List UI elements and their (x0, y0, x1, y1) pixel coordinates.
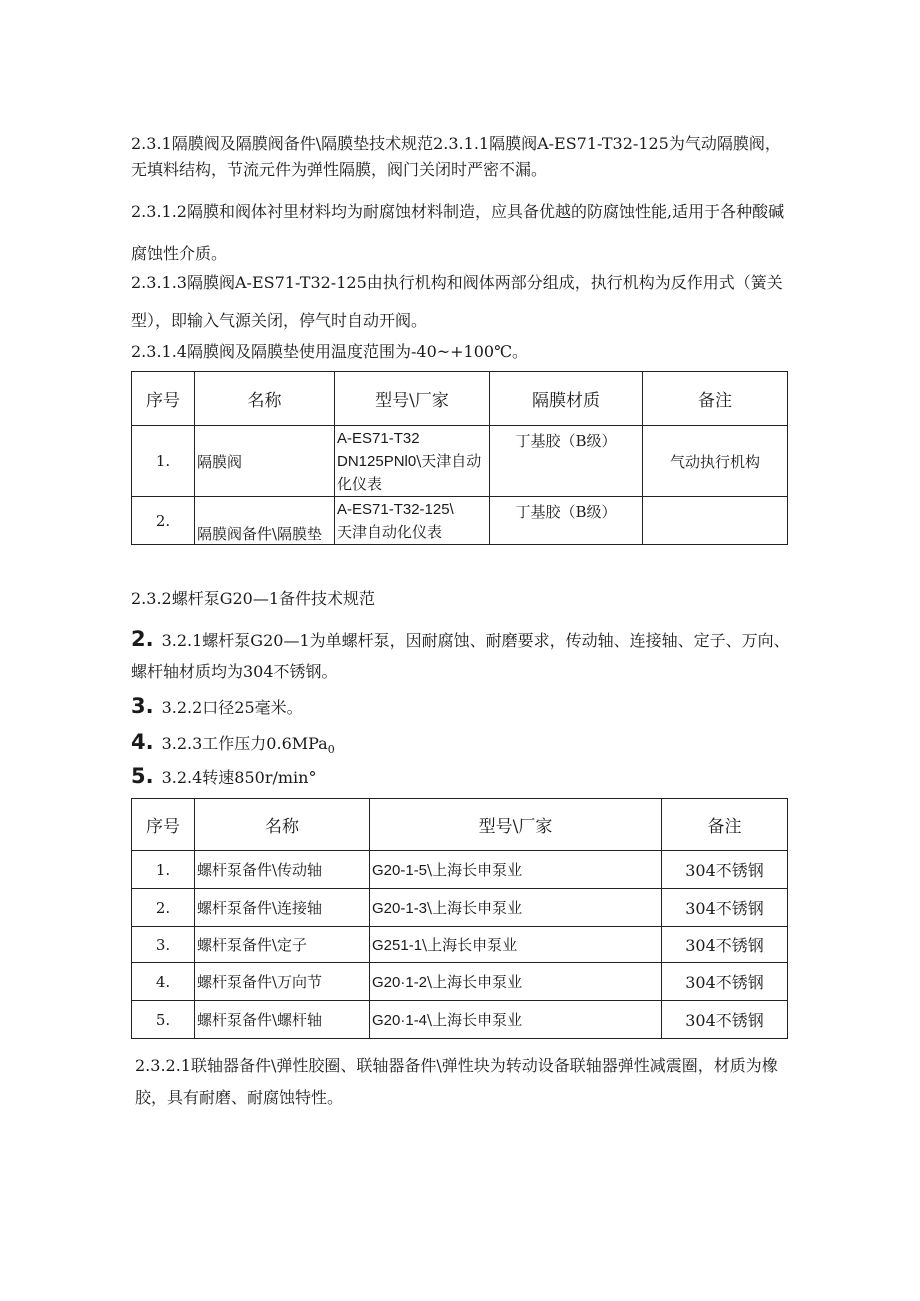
table-row (132, 963, 788, 1001)
table-row (132, 497, 788, 545)
model-code: A-ES71-T32-125\ (337, 501, 454, 518)
header-model: 型号\厂家 (335, 372, 490, 426)
cell-name: 隔膜阀 (195, 426, 335, 497)
maker-name: \上海长申泵业 (422, 936, 518, 954)
maker-name: 天津自动化仪表 (337, 523, 443, 541)
item-text: 3.2.3工作压力0.6MPa (161, 734, 328, 753)
cell-model (335, 497, 490, 545)
cell-no: 5. (132, 1001, 195, 1039)
cell-note: 304不锈钢 (662, 851, 788, 889)
cell-model (370, 851, 662, 889)
item-text: 3.2.2口径25毫米。 (161, 698, 303, 717)
cell-no: 1. (132, 851, 195, 889)
paragraph-2-3-1-2: 2.3.1.2隔膜和阀体衬里材料均为耐腐蚀材料制造，应具备优越的防腐蚀性能,适用于各种酸碱腐蚀性介质。 (131, 202, 785, 263)
cell-name: 螺杆泵备件\万向节 (195, 963, 370, 1001)
paragraph-2-3-2-1: 2.3.2.1联轴器备件\弹性胶圈、联轴器备件\弹性块为转动设备联轴器弹性减震圈，材质为橡胶，具有耐磨、耐腐蚀特性。 (135, 1056, 778, 1107)
table-row (132, 889, 788, 927)
table-header-row (132, 799, 788, 851)
item-3-2-2 (131, 693, 791, 721)
table-row (132, 1001, 788, 1039)
cell-material: 丁基胶（B级） (490, 426, 643, 497)
item-text: 3.2.1螺杆泵G20—1为单螺杆泵，因耐腐蚀、耐磨要求，传动轴、连接轴、定子、万向、螺杆轴材质均为304不锈钢。 (131, 631, 790, 681)
item-text: 3.2.4转速850r/min° (161, 768, 317, 787)
cell-note: 气动执行机构 (643, 426, 788, 497)
cell-material: 丁基胶（B级） (490, 497, 643, 545)
cell-model (370, 1001, 662, 1039)
cell-name: 隔膜阀备件\隔膜垫 (195, 497, 335, 545)
paragraph-2-3-1: 2.3.1隔膜阀及隔膜阀备件\隔膜垫技术规范2.3.1.1隔膜阀A-ES71-T32-125为气动隔膜阀，无填料结构，节流元件为弹性隔膜，阀门关闭时严密不漏。 (131, 134, 781, 179)
item-number: 2. (131, 627, 154, 651)
section-2-3-2-title: 2.3.2螺杆泵G20—1备件技术规范 (131, 589, 376, 608)
cell-name: 螺杆泵备件\定子 (195, 927, 370, 963)
cell-name: 螺杆泵备件\连接轴 (195, 889, 370, 927)
item-number: 5. (131, 764, 154, 788)
cell-note: 304不锈钢 (662, 889, 788, 927)
cell-note: 304不锈钢 (662, 963, 788, 1001)
cell-no: 4. (132, 963, 195, 1001)
item-3-2-1 (131, 624, 791, 687)
diaphragm-valve-table (131, 371, 788, 545)
cell-no: 2. (132, 497, 195, 545)
maker-name: \上海长申泵业 (427, 861, 523, 879)
header-note: 备注 (643, 372, 788, 426)
cell-name: 螺杆泵备件\传动轴 (195, 851, 370, 889)
cell-no: 3. (132, 927, 195, 963)
cell-note (643, 497, 788, 545)
model-code: A-ES71-T32 (337, 430, 420, 447)
cell-note: 304不锈钢 (662, 1001, 788, 1039)
screw-pump-table (131, 798, 788, 1039)
maker-name: \天津自动 (416, 452, 482, 470)
cell-no: 1. (132, 426, 195, 497)
maker-name: \上海长申泵业 (427, 899, 523, 917)
header-name: 名称 (195, 799, 370, 851)
item-3-2-3 (131, 729, 791, 763)
header-no: 序号 (132, 799, 195, 851)
maker-name: \上海长申泵业 (427, 1011, 523, 1029)
item-3-2-4 (131, 763, 791, 791)
table-row (132, 927, 788, 963)
cell-name: 螺杆泵备件\螺杆轴 (195, 1001, 370, 1039)
table-row (132, 426, 788, 497)
model-code: G20·1-2 (372, 974, 428, 991)
paragraph-2-3-1-4: 2.3.1.4隔膜阀及隔膜垫使用温度范围为-40~+100℃。 (131, 342, 528, 361)
paragraph-2-3-1-3: 2.3.1.3隔膜阀A-ES71-T32-125由执行机构和阀体两部分组成，执行机构为反作用式（簧关型），即输入气源关闭，停气时自动开阀。 (131, 273, 783, 330)
maker-name: \上海长申泵业 (427, 973, 523, 991)
header-no: 序号 (132, 372, 195, 426)
cell-model (370, 927, 662, 963)
header-note: 备注 (662, 799, 788, 851)
item-subscript: 0 (327, 743, 335, 757)
cell-model (370, 889, 662, 927)
cell-note: 304不锈钢 (662, 927, 788, 963)
header-name: 名称 (195, 372, 335, 426)
item-number: 3. (131, 694, 154, 718)
model-code: G20-1-3 (372, 900, 428, 917)
model-code: G251-1 (372, 937, 423, 954)
cell-model (370, 963, 662, 1001)
table-row (132, 851, 788, 889)
header-model: 型号\厂家 (370, 799, 662, 851)
model-spec: DN125PNl0 (337, 453, 417, 470)
cell-no: 2. (132, 889, 195, 927)
model-code: G20-1-5 (372, 862, 428, 879)
table-header-row (132, 372, 788, 426)
cell-model (335, 426, 490, 497)
model-code: G20·1-4 (372, 1012, 428, 1029)
item-number: 4. (131, 730, 154, 754)
maker-name-cont: 化仪表 (337, 475, 383, 493)
header-material: 隔膜材质 (490, 372, 643, 426)
